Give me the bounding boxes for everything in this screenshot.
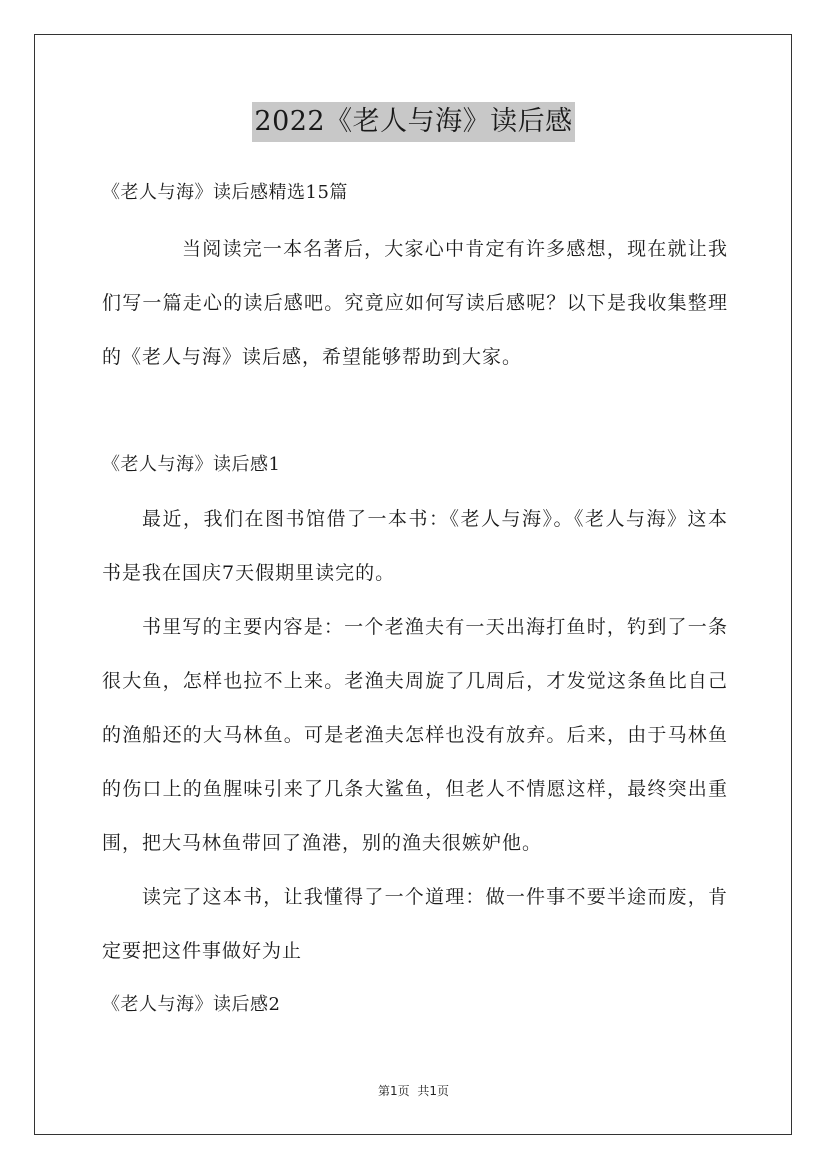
page-total: 共1页 <box>417 1084 450 1098</box>
section1-paragraph-1: 最近，我们在图书馆借了一本书：《老人与海》。《老人与海》这本书是我在国庆7天假期里读完的。 <box>102 508 728 584</box>
section1-paragraph-2: 书里写的主要内容是：一个老渔夫有一天出海打鱼时，钓到了一条很大鱼，怎样也拉不上来。老渔夫周旋了几周后，才发觉这条鱼比自己的渔船还的大马林鱼。可是老渔夫怎样也没有放弃。后来，由于马林鱼的伤口上的鱼腥味引来了几条大鲨鱼，但老人不情愿这样，最终突出重围，把大马林鱼带回了渔港，别的渔夫很嫉妒他。 <box>102 616 728 854</box>
section1-heading: 《老人与海》读后感1 <box>102 454 281 475</box>
section2-heading: 《老人与海》读后感2 <box>102 994 281 1015</box>
section1-paragraph-3: 读完了这本书，让我懂得了一个道理：做一件事不要半途而废，肯定要把这件事做好为止 <box>102 886 728 962</box>
page-footer <box>0 1082 827 1099</box>
document-subtitle: 《老人与海》读后感精选15篇 <box>102 182 348 203</box>
page-number: 第1页 <box>377 1084 410 1098</box>
document-title: 2022《老人与海》读后感 <box>252 102 574 142</box>
intro-paragraph: 当阅读完一本名著后，大家心中肯定有许多感想，现在就让我们写一篇走心的读后感吧。究竟应如何写读后感呢？以下是我收集整理的《老人与海》读后感，希望能够帮助到大家。 <box>102 238 728 368</box>
title-container <box>0 102 827 142</box>
